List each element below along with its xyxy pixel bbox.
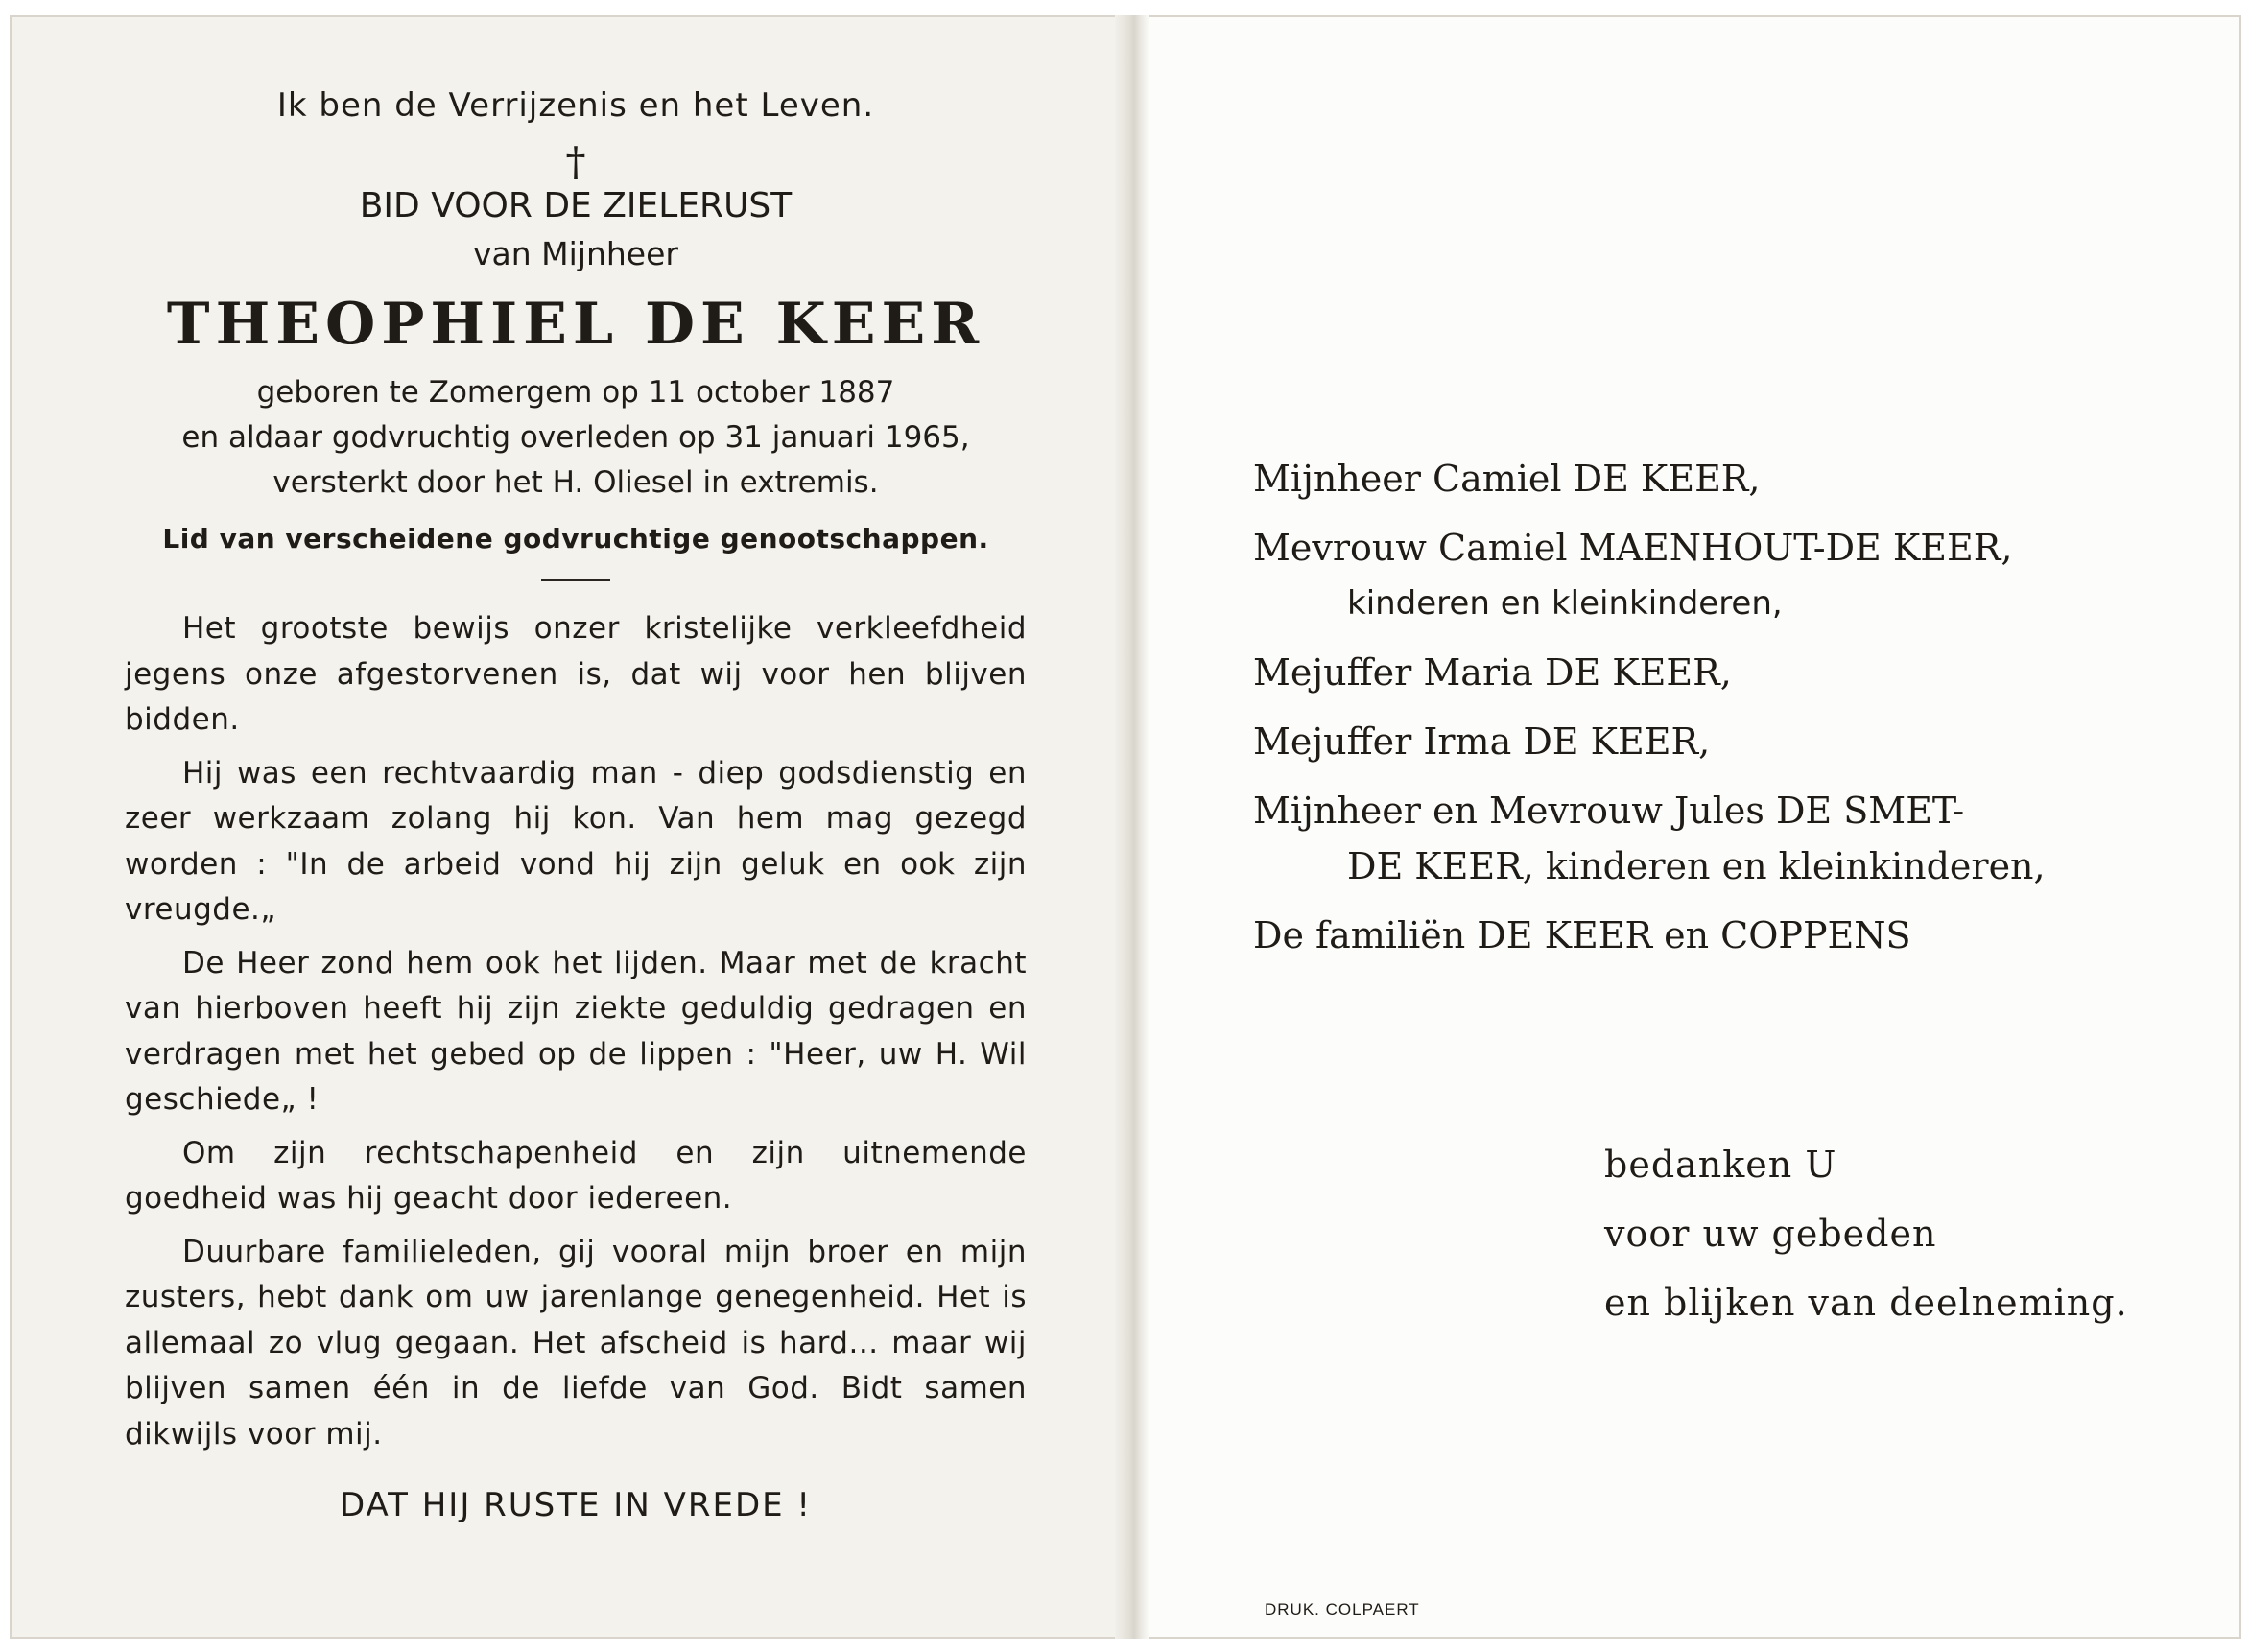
thanks-line: voor uw gebeden — [1604, 1213, 1937, 1255]
left-page-content — [115, 86, 1036, 1524]
family-entry — [1253, 908, 2174, 963]
motto: Ik ben de Verrijzenis en het Leven. — [276, 86, 875, 125]
family-entry — [1253, 520, 2174, 631]
life-line-death: en aldaar godvruchtig overleden op 31 januari 1965, — [181, 420, 970, 455]
paragraph: De Heer zond hem ook het lijden. Maar met de kracht van hierboven heeft hij zijn ziekte geduldig gedragen en verdragen met het gebed op de lippen : "Heer, uw H. Wil geschiede„ ! — [125, 945, 1027, 1117]
paragraph: Hij was een rechtvaardig man - diep godsdienstig en zeer werkzaam zolang hij kon. Van hem mag gezegd worden : "In de arbeid vond hij zijn geluk en ook zijn vreugde.„ — [125, 755, 1027, 927]
thanks-line: bedanken U — [1604, 1144, 1837, 1186]
family-entry-line: Mijnheer en Mevrouw Jules DE SMET- — [1253, 790, 1965, 832]
deceased-name: THEOPHIEL DE KEER — [166, 291, 985, 358]
life-line-sacrament: versterkt door het H. Oliesel in extremis. — [272, 465, 879, 500]
memorial-text — [125, 606, 1027, 1457]
printer-mark: DRUK. COLPAERT — [1265, 1600, 1420, 1618]
family-entry — [1253, 783, 2174, 894]
paragraph: Duurbare familieleden, gij vooral mijn broer en mijn zusters, hebt dank om uw jarenlange genegenheid. Het is allemaal zo vlug gegaan. Het afscheid is hard... maar wij blijven samen één in de liefde van God. Bidt samen dikwijls voor mij. — [125, 1234, 1027, 1451]
card-fold — [1115, 15, 1149, 1639]
thanks-line: en blijken van deelneming. — [1604, 1282, 2128, 1324]
family-entry-continuation: kinderen en kleinkinderen, — [1347, 584, 1783, 623]
closing-line: DAT HIJ RUSTE IN VREDE ! — [339, 1486, 813, 1524]
life-line-birth: geboren te Zomergem op 11 october 1887 — [256, 375, 895, 410]
title-line: van Mijnheer — [473, 235, 678, 272]
family-entry-line: De familiën DE KEER en COPPENS — [1253, 914, 1911, 956]
divider — [541, 579, 610, 581]
family-entry — [1253, 645, 2174, 700]
family-entry-line: Mejuffer Maria DE KEER, — [1253, 651, 1732, 694]
family-list — [1253, 451, 2174, 977]
family-entry — [1253, 451, 2174, 507]
family-entry — [1253, 714, 2174, 769]
family-entry-line: Mijnheer Camiel DE KEER, — [1253, 458, 1761, 500]
family-entry-line: Mejuffer Irma DE KEER, — [1253, 720, 1711, 763]
thanks-block — [1604, 1130, 2180, 1337]
family-entry-line: Mevrouw Camiel MAENHOUT-DE KEER, — [1253, 527, 2013, 569]
paragraph: Het grootste bewijs onzer kristelijke verkleefdheid jegens onze afgestorvenen is, dat wij voor hen blijven bidden. — [125, 611, 1027, 737]
family-entry-continuation: DE KEER, kinderen en kleinkinderen, — [1347, 845, 2046, 887]
cross-icon: † — [565, 138, 586, 185]
prayer-heading: BID VOOR DE ZIELERUST — [359, 186, 793, 225]
membership-line: Lid van verscheidene godvruchtige genootschappen. — [162, 523, 989, 555]
paragraph: Om zijn rechtschapenheid en zijn uitnemende goedheid was hij geacht door iedereen. — [125, 1135, 1027, 1215]
